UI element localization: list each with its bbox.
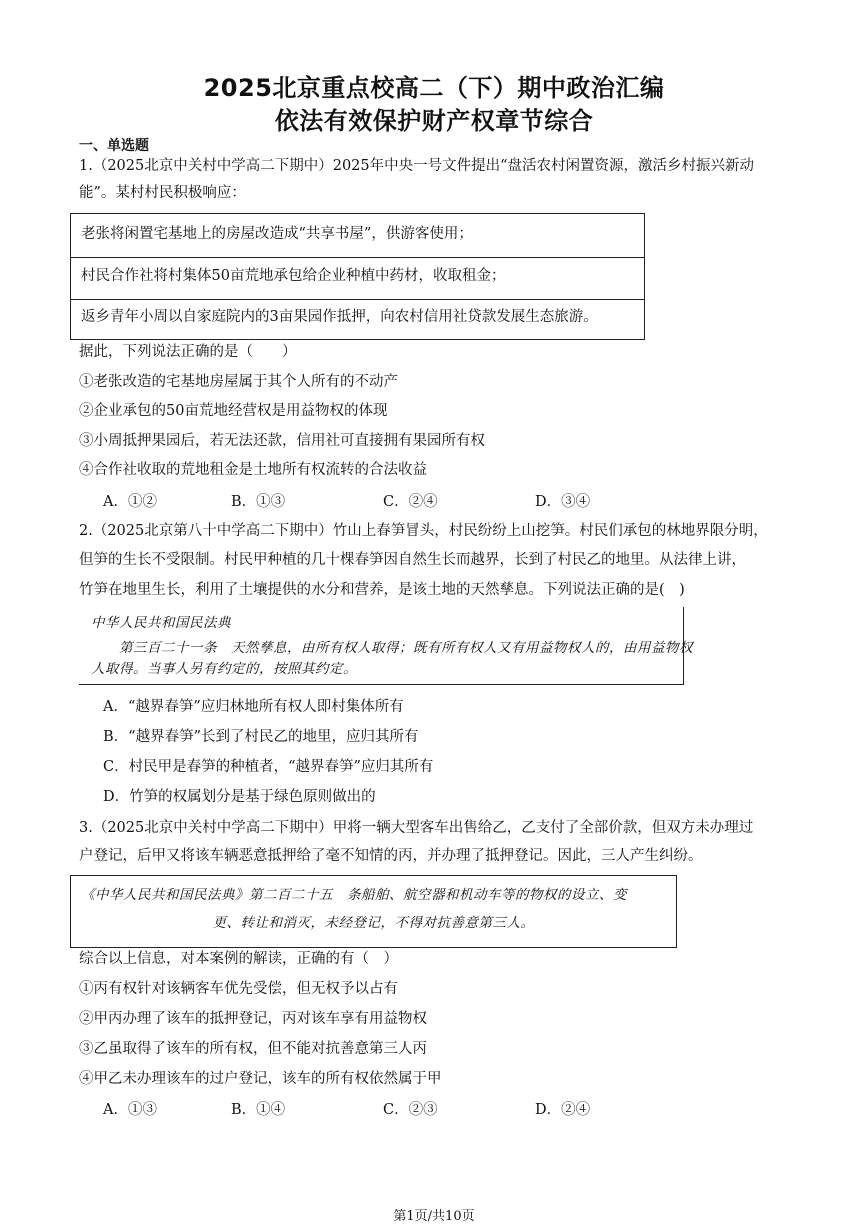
q3-statement: ①丙有权针对该辆客车优先受偿，但无权予以占有 xyxy=(79,981,398,997)
law-title: 中华人民共和国民法典 xyxy=(91,615,231,631)
table-divider xyxy=(71,257,644,258)
section-heading: 一、单选题 xyxy=(79,138,149,154)
q3-option-b[interactable]: B．①④ xyxy=(231,1102,286,1118)
law-text-line1: 《中华人民共和国民法典》第二百二十五 条船舶、航空器和机动车等的物权的设立、变 xyxy=(81,887,627,903)
q3-option-a[interactable]: A．①③ xyxy=(103,1102,157,1118)
q1-table-row: 村民合作社将村集体50亩荒地承包给企业种植中药材，收取租金； xyxy=(81,268,506,284)
q1-statement: ①老张改造的宅基地房屋属于其个人所有的不动产 xyxy=(79,374,398,390)
q2-option-b[interactable]: B．“越界春笋”长到了村民乙的地里，应归其所有 xyxy=(103,729,419,745)
q1-statement: ④合作社收取的荒地租金是土地所有权流转的合法收益 xyxy=(79,462,427,478)
q2-law-excerpt xyxy=(79,607,693,685)
q2-option-d[interactable]: D．竹笋的权属划分是基于绿色原则做出的 xyxy=(103,789,376,805)
q3-question: 综合以上信息，对本案例的解读，正确的有（ ） xyxy=(79,951,398,967)
q1-stem-line2: 能”。某村村民积极响应： xyxy=(79,185,246,201)
q1-statement: ②企业承包的50亩荒地经营权是用益物权的体现 xyxy=(79,403,388,419)
q2-option-a[interactable]: A．“越界春笋”应归林地所有权人即村集体所有 xyxy=(103,699,404,715)
q1-option-a[interactable]: A．①② xyxy=(103,494,157,510)
q1-option-d[interactable]: D．③④ xyxy=(535,494,591,510)
q1-option-b[interactable]: B．①③ xyxy=(231,494,286,510)
q3-option-c[interactable]: C．②③ xyxy=(383,1102,438,1118)
q1-stem-line1: 1.（2025北京中关村中学高二下期中）2025年中央一号文件提出“盘活农村闲置资源，激活乡村振兴新动 xyxy=(79,158,755,174)
q1-option-c[interactable]: C．②④ xyxy=(383,494,438,510)
q3-option-d[interactable]: D．②④ xyxy=(535,1102,591,1118)
law-text-line2: 人取得。当事人另有约定的，按照其约定。 xyxy=(91,661,357,677)
q1-question: 据此，下列说法正确的是（ ） xyxy=(79,344,297,360)
q3-law-excerpt xyxy=(70,875,677,948)
table-divider xyxy=(71,299,644,300)
q1-statement: ③小周抵押果园后，若无法还款，信用社可直接拥有果园所有权 xyxy=(79,433,485,449)
q3-statement: ④甲乙未办理该车的过户登记，该车的所有权依然属于甲 xyxy=(79,1071,442,1087)
document-title: 2025北京重点校高二（下）期中政治汇编 xyxy=(203,74,665,102)
document-subtitle: 依法有效保护财产权章节综合 xyxy=(274,107,594,135)
q3-stem-line2: 户登记，后甲又将该车辆恶意抵押给了毫不知情的丙，并办理了抵押登记。因此，三人产生纠纷。 xyxy=(79,848,703,864)
q2-stem-line1: 2.（2025北京第八十中学高二下期中）竹山上春笋冒头，村民纷纷上山挖笋。村民们承包的林地界限分明， xyxy=(79,523,768,539)
q2-stem-line2: 但笋的生长不受限制。村民甲种植的几十棵春笋因自然生长而越界，长到了村民乙的地里。从法律上讲， xyxy=(79,552,746,568)
q1-table-row: 返乡青年小周以自家庭院内的3亩果园作抵押，向农村信用社贷款发展生态旅游。 xyxy=(81,309,598,325)
law-text-line2: 更、转让和消灭，未经登记，不得对抗善意第三人。 xyxy=(212,915,535,931)
page-number: 第1页/共10页 xyxy=(393,1209,475,1224)
q2-option-c[interactable]: C．村民甲是春笋的种植者，“越界春笋”应归其所有 xyxy=(103,759,434,775)
q3-statement: ③乙虽取得了该车的所有权，但不能对抗善意第三人丙 xyxy=(79,1041,427,1057)
law-text-line1: 第三百二十一条 天然孳息，由所有权人取得；既有所有权人又有用益物权人的，由用益物权 xyxy=(119,640,693,656)
q3-statement: ②甲丙办理了该车的抵押登记，丙对该车享有用益物权 xyxy=(79,1011,427,1027)
q1-info-table xyxy=(70,213,645,340)
q2-stem-line3: 竹笋在地里生长，利用了土壤提供的水分和营养，是该土地的天然孳息。下列说法正确的是( ) xyxy=(79,582,685,598)
q1-table-row: 老张将闲置宅基地上的房屋改造成“共享书屋”，供游客使用； xyxy=(81,226,473,242)
q3-stem-line1: 3.（2025北京中关村中学高二下期中）甲将一辆大型客车出售给乙，乙支付了全部价款，但双方未办理过 xyxy=(79,820,754,836)
